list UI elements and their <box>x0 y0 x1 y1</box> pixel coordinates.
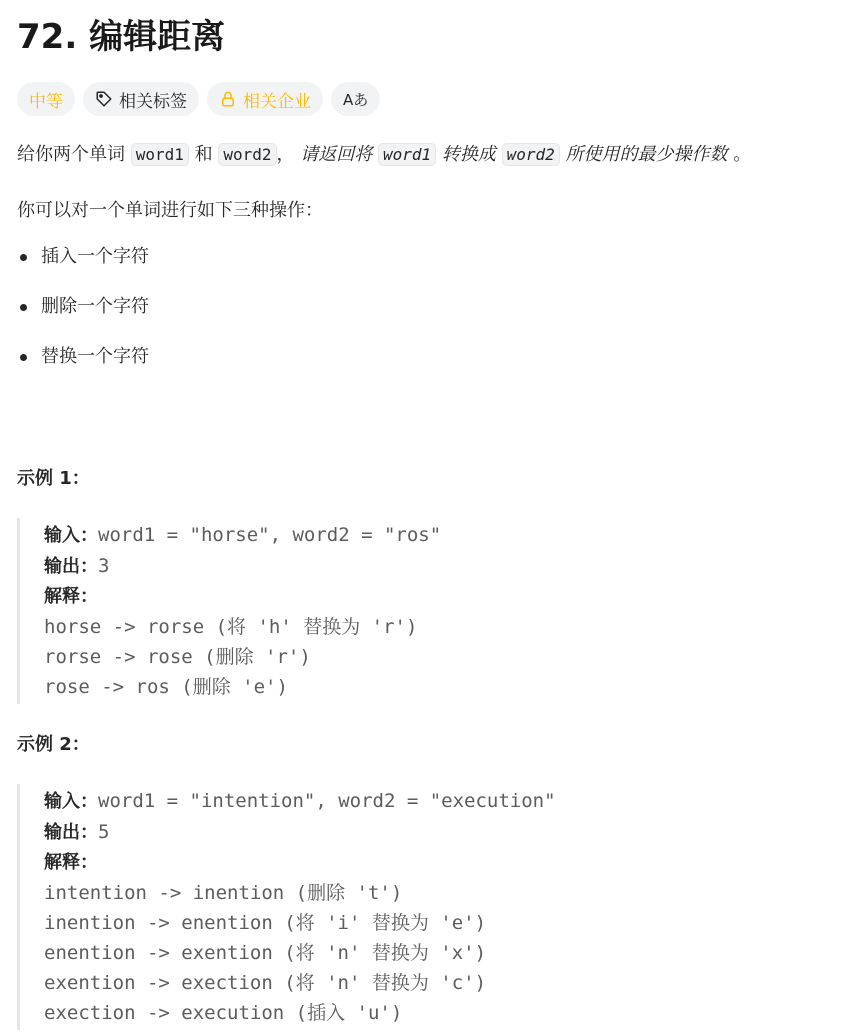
explain-label: 解释： <box>44 852 98 873</box>
lock-icon <box>219 90 237 108</box>
difficulty-label: 中等 <box>29 91 63 112</box>
input-value: word1 = "horse", word2 = "ros" <box>98 524 442 546</box>
difficulty-badge <box>17 82 75 116</box>
inline-code: word2 <box>502 143 560 166</box>
inline-code: word2 <box>218 143 276 166</box>
description-paragraph-2: 你可以对一个单词进行如下三种操作： <box>17 200 323 221</box>
inline-code: word1 <box>378 143 436 166</box>
input-value: word1 = "intention", word2 = "execution" <box>98 790 556 812</box>
output-label: 输出： <box>44 556 98 577</box>
list-item: 替换一个字符 <box>17 342 838 392</box>
explain-step: rose -> ros (删除 'e') <box>44 676 288 698</box>
example-1-heading: 示例 1： <box>17 468 90 489</box>
example-input-line <box>44 786 838 817</box>
example-2-heading: 示例 2： <box>17 734 90 755</box>
operations-list <box>17 242 838 392</box>
explain-step: enention -> exention (将 'n' 替换为 'x') <box>44 942 487 964</box>
related-companies-label: 相关企业 <box>243 91 311 112</box>
inline-code: word1 <box>131 143 189 166</box>
output-value: 5 <box>98 821 110 843</box>
desc-text: 给你两个单词 <box>17 144 131 165</box>
desc-text: 。 <box>727 144 752 165</box>
explain-label: 解释： <box>44 586 98 607</box>
example-1-block <box>17 518 838 704</box>
explain-step: inention -> enention (将 'i' 替换为 'e') <box>44 912 487 934</box>
desc-text: 和 <box>188 144 219 165</box>
description-paragraph-1 <box>17 140 838 170</box>
example-output-line <box>44 551 838 582</box>
translate-icon: Aあ <box>343 90 369 109</box>
desc-text: ， <box>276 144 301 165</box>
input-label: 输入： <box>44 525 98 546</box>
explain-step: rorse -> rose (删除 'r') <box>44 646 311 668</box>
explain-step: exention -> exection (将 'n' 替换为 'c') <box>44 972 487 994</box>
input-label: 输入： <box>44 791 98 812</box>
tag-icon <box>95 90 113 108</box>
explain-step: intention -> inention (删除 't') <box>44 882 403 904</box>
example-output-line <box>44 817 838 848</box>
translate-button[interactable] <box>331 82 380 116</box>
desc-text: 转换成 <box>436 144 502 165</box>
list-item: 插入一个字符 <box>17 242 838 292</box>
problem-description <box>0 14 855 1030</box>
explain-step: exection -> execution (插入 'u') <box>44 1002 403 1024</box>
output-label: 输出： <box>44 822 98 843</box>
related-companies-button[interactable] <box>207 82 323 116</box>
explain-step: horse -> rorse (将 'h' 替换为 'r') <box>44 616 418 638</box>
problem-title[interactable]: 72. 编辑距离 <box>17 17 226 57</box>
related-tags-label: 相关标签 <box>119 91 187 112</box>
tag-row <box>17 82 838 116</box>
example-2-block <box>17 784 838 1030</box>
example-input-line <box>44 520 838 551</box>
emphasis-text <box>300 144 727 165</box>
desc-text: 请返回将 <box>300 144 378 165</box>
output-value: 3 <box>98 555 110 577</box>
desc-text: 所使用的最少操作数 <box>559 144 728 165</box>
related-tags-button[interactable] <box>83 82 199 116</box>
list-item: 删除一个字符 <box>17 292 838 342</box>
